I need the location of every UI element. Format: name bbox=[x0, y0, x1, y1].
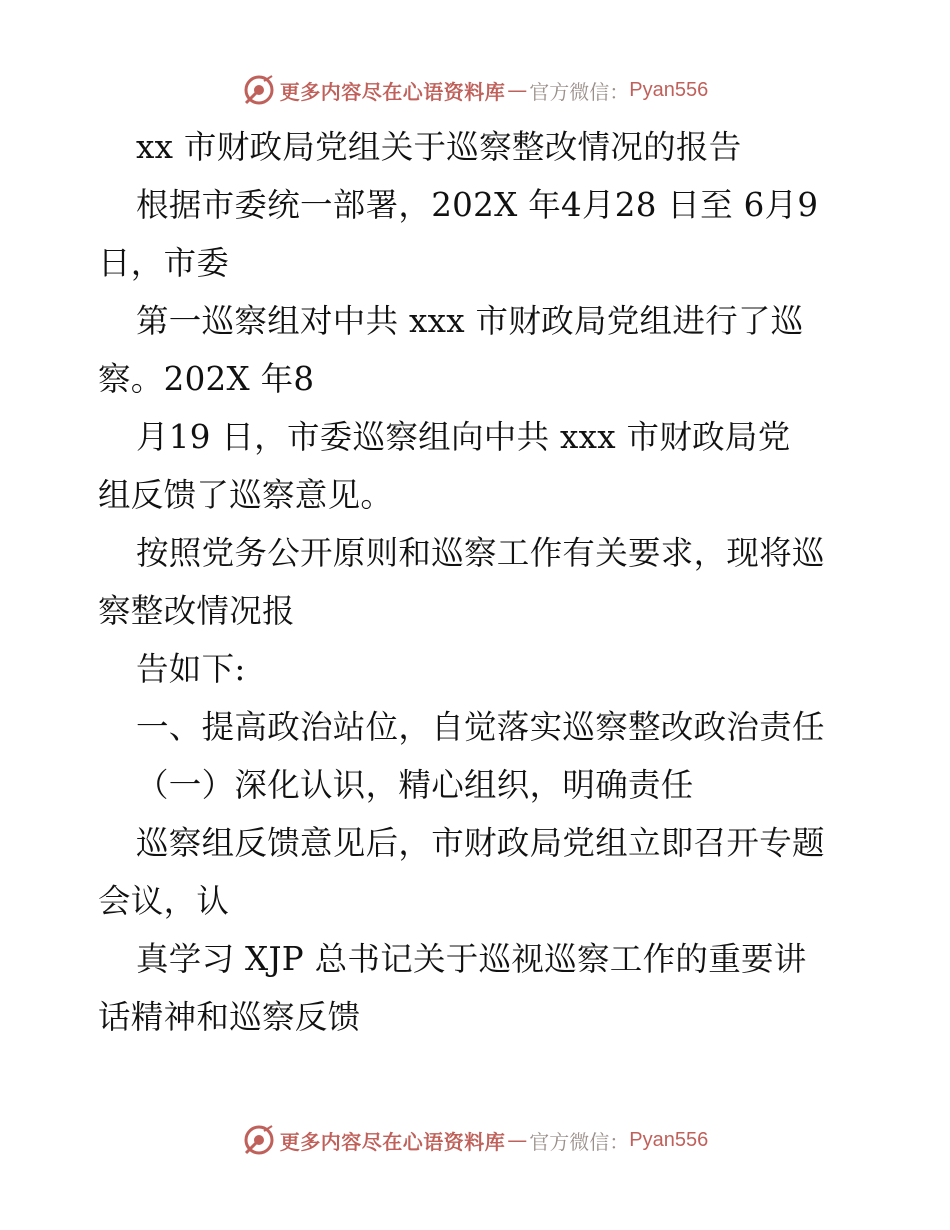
paragraph-line: 日，市委 bbox=[98, 244, 230, 282]
watermark-dash: — bbox=[507, 1128, 528, 1152]
paragraph-line: 话精神和巡察反馈 bbox=[98, 998, 361, 1036]
paragraph-line: 会议，认 bbox=[98, 882, 230, 920]
paragraph-line: 根据市委统一部署，202X 年4月28 日至 6月9 bbox=[136, 186, 819, 224]
watermark-label: 官方微信： bbox=[529, 1129, 630, 1154]
watermark-text: 更多内容尽在心语资料库 bbox=[279, 1129, 506, 1154]
watermark-id: Pyan556 bbox=[629, 1128, 709, 1151]
watermark-id: Pyan556 bbox=[629, 78, 709, 101]
paragraph-line: 告如下: bbox=[136, 650, 246, 688]
paragraph-line: 第一巡察组对中共 xxx 市财政局党组进行了巡 bbox=[136, 302, 804, 340]
pen-logo-icon bbox=[242, 1123, 276, 1157]
watermark-text: 更多内容尽在心语资料库 bbox=[279, 79, 506, 104]
subsection-heading: （一）深化认识，精心组织，明确责任 bbox=[136, 766, 694, 804]
paragraph-line: 组反馈了巡察意见。 bbox=[98, 476, 394, 514]
document-title: xx 市财政局党组关于巡察整改情况的报告 bbox=[136, 128, 742, 166]
watermark-label: 官方微信： bbox=[529, 79, 630, 104]
paragraph-line: 巡察组反馈意见后，市财政局党组立即召开专题 bbox=[136, 824, 825, 862]
section-heading: 一、提高政治站位，自觉落实巡察整改政治责任 bbox=[136, 708, 825, 746]
paragraph-line: 察整改情况报 bbox=[98, 592, 295, 630]
paragraph-line: 按照党务公开原则和巡察工作有关要求，现将巡 bbox=[136, 534, 825, 572]
paragraph-line: 月19 日，市委巡察组向中共 xxx 市财政局党 bbox=[136, 418, 791, 456]
footer-watermark bbox=[0, 1120, 950, 1160]
pen-logo-icon bbox=[242, 73, 276, 107]
header-watermark bbox=[0, 70, 950, 110]
paragraph-line: 真学习 XJP 总书记关于巡视巡察工作的重要讲 bbox=[136, 940, 807, 978]
document-body bbox=[98, 118, 858, 1046]
paragraph-line: 察。202X 年8 bbox=[98, 360, 315, 398]
watermark-dash: — bbox=[507, 78, 528, 102]
